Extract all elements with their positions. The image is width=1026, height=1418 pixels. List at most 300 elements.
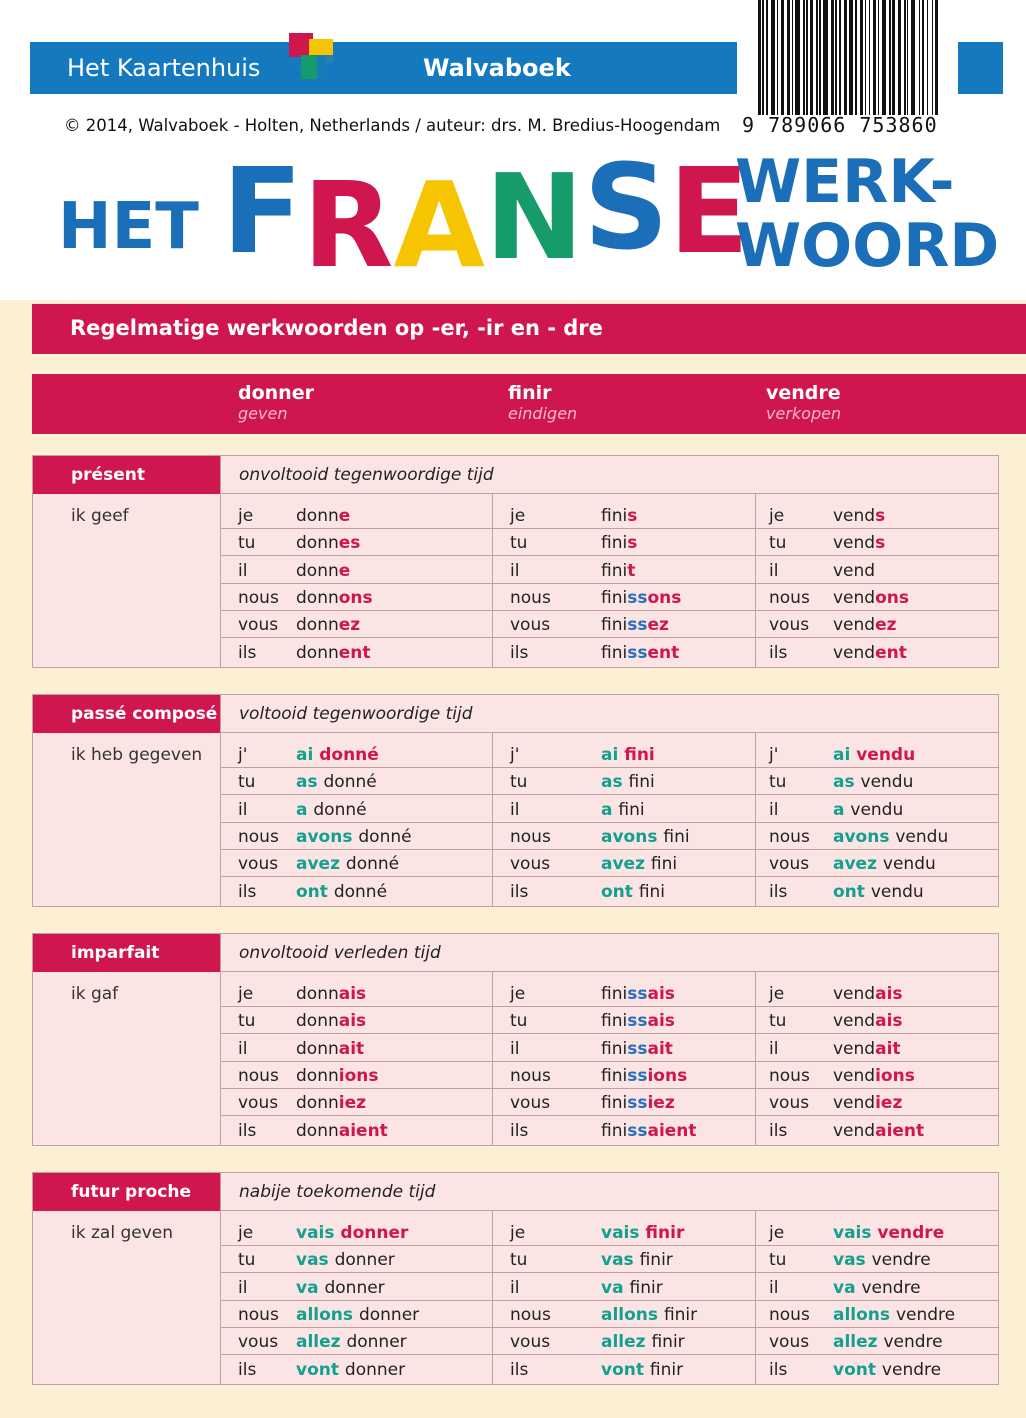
verb-form bbox=[296, 1093, 366, 1113]
verb-part: fini bbox=[601, 1065, 628, 1086]
verb-form bbox=[833, 1278, 921, 1298]
verb-part: ss bbox=[627, 587, 648, 608]
pronoun: tu bbox=[510, 533, 528, 554]
pronoun: tu bbox=[510, 1011, 528, 1032]
barcode-bar bbox=[873, 0, 876, 115]
verb-part: donn bbox=[296, 1065, 339, 1086]
pronoun: je bbox=[769, 506, 785, 526]
pronoun: ils bbox=[510, 881, 529, 902]
verb-part: fini bbox=[601, 984, 628, 1004]
verb-part: vas bbox=[601, 1250, 640, 1271]
pronoun: il bbox=[238, 799, 248, 820]
conjugation-row bbox=[220, 1328, 998, 1355]
verb-finir bbox=[508, 382, 577, 423]
verb-part: allez bbox=[833, 1332, 884, 1353]
verb-part: donner bbox=[358, 1304, 420, 1325]
barcode-bar bbox=[835, 0, 836, 115]
brand-name: Walvaboek bbox=[423, 54, 571, 82]
verb-part: allez bbox=[601, 1332, 652, 1353]
conjugation-row bbox=[220, 611, 998, 638]
verb-part: fini bbox=[601, 615, 628, 636]
verb-form bbox=[601, 827, 690, 847]
verb-part: donné bbox=[333, 881, 388, 902]
verb-translation: verkopen bbox=[766, 404, 842, 423]
title-werk: WERK- bbox=[735, 147, 955, 217]
verb-part: iez bbox=[875, 1093, 903, 1114]
barcode-bar bbox=[810, 0, 813, 115]
verb-part: fini bbox=[601, 587, 628, 608]
header-area bbox=[0, 0, 1026, 300]
verb-form bbox=[296, 1011, 366, 1031]
verb-form bbox=[833, 882, 924, 902]
verb-part: donner bbox=[334, 1250, 395, 1271]
pronoun: je bbox=[510, 984, 526, 1004]
verb-form bbox=[296, 984, 366, 1004]
pronoun: tu bbox=[769, 772, 787, 793]
verb-part: ez bbox=[338, 615, 361, 636]
verb-form bbox=[601, 745, 655, 765]
verb-part: vais bbox=[601, 1223, 646, 1243]
pronoun: il bbox=[510, 799, 520, 820]
verb-part: vend bbox=[833, 533, 876, 554]
verb-part: aient bbox=[875, 1120, 925, 1141]
conjugation-row bbox=[220, 1117, 998, 1144]
pronoun: nous bbox=[769, 826, 810, 847]
verb-form bbox=[833, 1093, 902, 1113]
title-letter: S bbox=[583, 138, 669, 276]
verb-part: ais bbox=[647, 1011, 675, 1032]
verb-part: vend bbox=[833, 1065, 876, 1086]
verb-part: allons bbox=[833, 1304, 896, 1325]
verb-part: donn bbox=[296, 587, 339, 608]
verb-form bbox=[833, 1250, 931, 1270]
verb-part: as bbox=[833, 772, 861, 793]
verb-part: ais bbox=[875, 1011, 903, 1032]
verb-part: ss bbox=[627, 1120, 648, 1141]
verb-form bbox=[601, 1278, 663, 1298]
verb-form bbox=[601, 533, 637, 553]
verb-part: vend bbox=[833, 506, 876, 526]
verb-part: donner bbox=[346, 1332, 407, 1353]
verb-form bbox=[833, 533, 885, 553]
verb-part: t bbox=[627, 560, 636, 581]
verb-part: fini bbox=[601, 560, 628, 581]
tense-block bbox=[32, 455, 999, 668]
verb-part: ss bbox=[627, 615, 648, 636]
tense-description: onvoltooid verleden tijd bbox=[220, 934, 998, 972]
conjugation-row bbox=[220, 1007, 998, 1034]
verb-form bbox=[296, 800, 367, 820]
verb-form bbox=[833, 561, 875, 581]
pronoun: ils bbox=[238, 881, 257, 902]
verb-part: vend bbox=[833, 1120, 876, 1141]
verb-part: vendre bbox=[861, 1277, 921, 1298]
conjugation-row bbox=[220, 1219, 998, 1246]
verb-part: s bbox=[875, 506, 886, 526]
pronoun: j' bbox=[769, 745, 779, 765]
verb-part: ai bbox=[601, 745, 625, 765]
verb-part: vend bbox=[833, 587, 876, 608]
verb-part: ait bbox=[875, 1038, 901, 1059]
verb-form bbox=[296, 1223, 408, 1243]
verb-name: vendre bbox=[766, 382, 841, 404]
pronoun: ils bbox=[238, 642, 257, 663]
conjugation-row bbox=[220, 980, 998, 1007]
pronoun: tu bbox=[238, 1250, 256, 1271]
conjugation-row bbox=[220, 741, 998, 768]
pronoun: vous bbox=[238, 615, 279, 636]
verb-form bbox=[296, 643, 371, 663]
tense-block bbox=[32, 933, 999, 1146]
verb-part: vend bbox=[833, 560, 876, 581]
verb-part: donner bbox=[340, 1223, 409, 1243]
verb-form bbox=[296, 745, 379, 765]
verb-part: fini bbox=[624, 745, 655, 765]
verb-form bbox=[833, 1223, 944, 1243]
verb-part: donné bbox=[358, 826, 412, 847]
barcode-bar bbox=[803, 0, 804, 115]
verb-form bbox=[833, 745, 915, 765]
verb-part: ont bbox=[296, 881, 334, 902]
verb-translation: eindigen bbox=[508, 404, 578, 423]
verb-part: donné bbox=[313, 799, 367, 820]
dutch-translation: ik zal geven bbox=[71, 1223, 173, 1243]
verb-part: ent bbox=[875, 642, 907, 663]
pronoun: il bbox=[510, 1277, 520, 1298]
barcode-bar bbox=[806, 0, 807, 115]
pronoun: vous bbox=[769, 615, 810, 636]
conjugation-row bbox=[220, 584, 998, 611]
verb-part: avez bbox=[296, 854, 346, 875]
pronoun: il bbox=[510, 1038, 520, 1059]
pronoun: il bbox=[510, 560, 520, 581]
verb-part: allez bbox=[296, 1332, 347, 1353]
barcode-bar bbox=[935, 0, 938, 115]
pronoun: il bbox=[238, 560, 248, 581]
verb-part: a bbox=[296, 799, 314, 820]
verb-part: donn bbox=[296, 642, 339, 663]
tense-block bbox=[32, 694, 999, 907]
verb-part: vendu bbox=[850, 799, 904, 820]
verb-form bbox=[833, 772, 913, 792]
verb-part: s bbox=[875, 533, 886, 554]
verb-part: finir bbox=[629, 1277, 663, 1298]
verb-part: va bbox=[296, 1277, 325, 1298]
verb-part: iez bbox=[338, 1093, 367, 1114]
barcode-bar bbox=[919, 0, 920, 115]
corner-block bbox=[958, 42, 1003, 94]
barcode-bar bbox=[771, 0, 775, 115]
pronoun: je bbox=[238, 984, 254, 1004]
verb-part: fini bbox=[601, 1120, 628, 1141]
verb-part: ss bbox=[627, 984, 648, 1004]
barcode-bar bbox=[927, 0, 928, 115]
barcode-bar bbox=[844, 0, 847, 115]
verb-form bbox=[601, 1360, 683, 1380]
conjugation-row bbox=[220, 1301, 998, 1328]
verb-form bbox=[833, 506, 885, 526]
barcode-bar bbox=[839, 0, 840, 115]
verb-part: donn bbox=[296, 984, 339, 1004]
pronoun: nous bbox=[769, 587, 810, 608]
verb-part: aient bbox=[338, 1120, 388, 1141]
verb-part: fini bbox=[650, 854, 678, 875]
verb-part: vais bbox=[833, 1223, 878, 1243]
verb-part: vas bbox=[833, 1250, 872, 1271]
verb-part: e bbox=[338, 506, 351, 526]
verb-name: donner bbox=[238, 382, 314, 404]
pronoun: vous bbox=[510, 1093, 551, 1114]
logo-icon bbox=[289, 33, 341, 85]
verb-form bbox=[601, 506, 637, 526]
conjugation-row bbox=[220, 768, 998, 795]
barcode-bar bbox=[795, 0, 799, 115]
verb-part: ont bbox=[833, 881, 871, 902]
verb-part: ent bbox=[338, 642, 371, 663]
verb-form bbox=[601, 1039, 673, 1059]
pronoun: tu bbox=[769, 1011, 787, 1032]
barcode-bar bbox=[762, 0, 763, 115]
barcode-bar bbox=[849, 0, 853, 115]
barcode-bar bbox=[766, 0, 767, 115]
verb-part: aient bbox=[647, 1120, 697, 1141]
verb-form bbox=[833, 800, 903, 820]
verb-part: ez bbox=[875, 615, 897, 636]
pronoun: ils bbox=[769, 881, 788, 902]
pronoun: ils bbox=[510, 1359, 529, 1380]
pronoun: vous bbox=[238, 854, 279, 875]
verb-part: donné bbox=[319, 745, 379, 765]
pronoun: ils bbox=[510, 1120, 529, 1141]
verb-form bbox=[601, 800, 645, 820]
barcode-bar bbox=[819, 0, 820, 115]
pronoun: nous bbox=[510, 587, 551, 608]
verb-part: ont bbox=[601, 881, 639, 902]
verb-part: ais bbox=[338, 1011, 367, 1032]
conjugation-row bbox=[220, 850, 998, 877]
barcode-bar bbox=[922, 0, 925, 115]
verb-part: finir bbox=[639, 1250, 673, 1271]
verb-form bbox=[296, 615, 360, 635]
verb-part: ss bbox=[627, 642, 648, 663]
verb-part: ait bbox=[338, 1038, 365, 1059]
verb-part: fini bbox=[601, 1038, 628, 1059]
verb-part: fini bbox=[601, 1011, 628, 1032]
pronoun: vous bbox=[238, 1332, 279, 1353]
pronoun: nous bbox=[238, 826, 279, 847]
pronoun: je bbox=[769, 984, 785, 1004]
verb-part: finir bbox=[663, 1304, 698, 1325]
isbn-number: 9 789066 753860 bbox=[742, 113, 938, 137]
verb-part: ons bbox=[647, 587, 682, 608]
verb-part: ait bbox=[647, 1038, 673, 1059]
verb-part: donn bbox=[296, 533, 339, 554]
verb-part: avons bbox=[296, 826, 359, 847]
barcode-bar bbox=[911, 0, 915, 115]
pronoun: tu bbox=[510, 1250, 528, 1271]
verb-part: fini bbox=[601, 533, 628, 554]
barcode-bar bbox=[816, 0, 817, 115]
verb-part: fini bbox=[601, 642, 628, 663]
verb-donner bbox=[238, 382, 314, 423]
barcode-bar bbox=[869, 0, 870, 115]
verb-form bbox=[296, 1305, 419, 1325]
pronoun: nous bbox=[510, 826, 551, 847]
verb-form bbox=[601, 1011, 675, 1031]
pronoun: vous bbox=[769, 854, 810, 875]
verb-form bbox=[833, 1332, 943, 1352]
pronoun: nous bbox=[769, 1304, 810, 1325]
verb-translation: geven bbox=[238, 404, 288, 423]
verb-part: ent bbox=[647, 642, 680, 663]
pronoun: tu bbox=[238, 772, 256, 793]
verb-part: ss bbox=[627, 1038, 648, 1059]
verb-part: ez bbox=[647, 615, 669, 636]
title-letter: A bbox=[393, 156, 485, 294]
verb-form bbox=[833, 1305, 955, 1325]
tense-description: voltooid tegenwoordige tijd bbox=[220, 695, 998, 733]
pronoun: il bbox=[238, 1277, 248, 1298]
verb-part: ai bbox=[833, 745, 857, 765]
barcode-bar bbox=[904, 0, 905, 115]
title-woord: WOORD bbox=[735, 211, 1000, 281]
verb-part: donn bbox=[296, 560, 339, 581]
barcode-icon bbox=[758, 0, 940, 115]
verb-form bbox=[601, 561, 635, 581]
verb-part: vendre bbox=[883, 1332, 943, 1353]
pronoun: ils bbox=[769, 642, 788, 663]
verb-part: donné bbox=[323, 772, 377, 793]
verb-form bbox=[601, 1066, 687, 1086]
verb-part: avez bbox=[833, 854, 883, 875]
verb-part: vend bbox=[833, 642, 876, 663]
verb-form bbox=[296, 506, 350, 526]
verb-part: iez bbox=[647, 1093, 675, 1114]
verb-part: fini bbox=[601, 1093, 628, 1114]
verb-name: finir bbox=[508, 382, 552, 404]
verb-form bbox=[296, 1332, 407, 1352]
barcode-bar bbox=[855, 0, 856, 115]
pronoun: il bbox=[769, 560, 779, 581]
verb-part: avons bbox=[833, 826, 896, 847]
verb-part: fini bbox=[638, 881, 666, 902]
pronoun: tu bbox=[510, 772, 528, 793]
conjugation-row bbox=[220, 1274, 998, 1301]
verb-form bbox=[601, 588, 681, 608]
verb-form bbox=[601, 984, 675, 1004]
verb-form bbox=[601, 1250, 673, 1270]
verb-part: s bbox=[627, 506, 638, 526]
pronoun: vous bbox=[510, 615, 551, 636]
publisher-name: Het Kaartenhuis bbox=[67, 54, 261, 82]
verb-part: ais bbox=[875, 984, 903, 1004]
section-banner bbox=[32, 304, 1026, 354]
pronoun: nous bbox=[510, 1304, 551, 1325]
conjugation-row bbox=[220, 1035, 998, 1062]
verb-part: ss bbox=[627, 1065, 648, 1086]
conjugation-row bbox=[220, 557, 998, 584]
verb-part: a bbox=[833, 799, 851, 820]
pronoun: vous bbox=[510, 854, 551, 875]
verb-part: as bbox=[601, 772, 629, 793]
verb-part: a bbox=[601, 799, 619, 820]
verb-part: donné bbox=[345, 854, 400, 875]
pronoun: tu bbox=[769, 1250, 787, 1271]
tense-block bbox=[32, 1172, 999, 1385]
barcode-bar bbox=[777, 0, 778, 115]
verb-form bbox=[296, 588, 373, 608]
verb-part: vendu bbox=[870, 881, 924, 902]
verb-part: vendre bbox=[871, 1250, 931, 1271]
verb-part: finir bbox=[645, 1223, 685, 1243]
title-letter: N bbox=[484, 148, 584, 286]
tense-name: passé composé bbox=[33, 695, 220, 733]
verb-part: donn bbox=[296, 506, 339, 526]
verb-part: donner bbox=[344, 1359, 406, 1380]
title-letter: E bbox=[668, 142, 750, 280]
verb-part: vont bbox=[601, 1359, 650, 1380]
verb-part: ions bbox=[647, 1065, 688, 1086]
pronoun: j' bbox=[510, 745, 520, 765]
conjugation-row bbox=[220, 502, 998, 529]
conjugation-row bbox=[220, 823, 998, 850]
verb-form bbox=[296, 1250, 395, 1270]
pronoun: vous bbox=[769, 1093, 810, 1114]
pronoun: je bbox=[769, 1223, 785, 1243]
verb-form bbox=[296, 1066, 378, 1086]
verb-form bbox=[296, 827, 412, 847]
title-letter: R bbox=[302, 156, 394, 294]
verb-form bbox=[601, 1305, 697, 1325]
dutch-translation: ik gaf bbox=[71, 984, 119, 1004]
barcode-bar bbox=[781, 0, 784, 115]
verb-part: vend bbox=[833, 1093, 876, 1114]
pronoun: tu bbox=[769, 533, 787, 554]
barcode-bar bbox=[889, 0, 890, 115]
verb-form bbox=[833, 1039, 901, 1059]
verb-form bbox=[833, 1121, 924, 1141]
verb-form bbox=[833, 984, 903, 1004]
barcode-bar bbox=[758, 0, 761, 115]
title-franse bbox=[222, 138, 750, 294]
verb-part: vendre bbox=[895, 1304, 956, 1325]
verb-part: ais bbox=[647, 984, 675, 1004]
conjugation-row bbox=[220, 796, 998, 823]
verb-part: as bbox=[296, 772, 324, 793]
verb-part: allons bbox=[296, 1304, 359, 1325]
title-werkwoord bbox=[735, 147, 1000, 281]
verb-part: s bbox=[627, 533, 638, 554]
section-title: Regelmatige werkwoorden op -er, -ir en - dre bbox=[70, 316, 603, 340]
publisher-bar bbox=[30, 42, 737, 94]
verb-part: finir bbox=[649, 1359, 684, 1380]
pronoun: vous bbox=[238, 1093, 279, 1114]
verb-part: donn bbox=[296, 1011, 339, 1032]
barcode-bar bbox=[860, 0, 863, 115]
verb-form bbox=[833, 1066, 915, 1086]
verb-part: vas bbox=[296, 1250, 335, 1271]
pronoun: ils bbox=[510, 642, 529, 663]
pronoun: ils bbox=[238, 1120, 257, 1141]
barcode-bar bbox=[882, 0, 886, 115]
verb-form bbox=[601, 772, 655, 792]
tense-name: présent bbox=[33, 456, 220, 494]
verb-form bbox=[833, 1011, 903, 1031]
verb-part: donner bbox=[324, 1277, 385, 1298]
verb-part: vendu bbox=[882, 854, 936, 875]
tense-description: nabije toekomende tijd bbox=[220, 1173, 998, 1211]
tense-description: onvoltooid tegenwoordige tijd bbox=[220, 456, 998, 494]
